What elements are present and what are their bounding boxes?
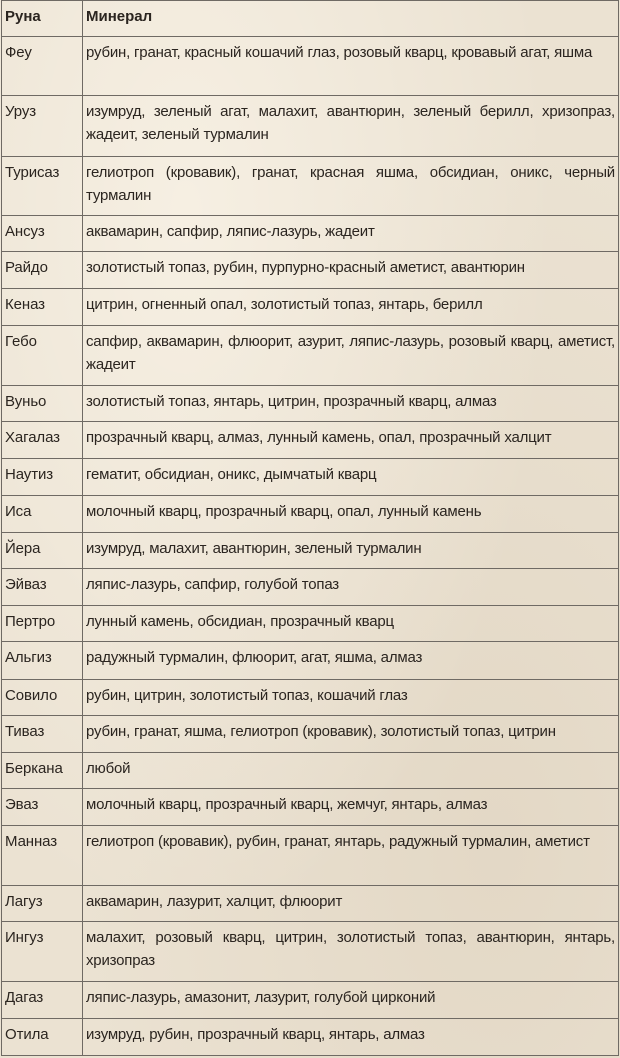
table-row (2, 1018, 619, 1055)
mineral-cell: ляпис-лазурь, сапфир, голубой топаз (83, 569, 619, 606)
rune-cell: Совило (2, 679, 83, 715)
rune-cell: Дагаз (2, 982, 83, 1018)
mineral-cell: малахит, розовый кварц, цитрин, золотистый топаз, авантюрин, янтарь, хризопраз (83, 922, 619, 982)
table-row (2, 252, 619, 289)
table-row (2, 825, 619, 885)
rune-cell: Хагалаз (2, 422, 83, 459)
table-row (2, 459, 619, 495)
mineral-cell: сапфир, аквамарин, флюорит, азурит, ляпис-лазурь, розовый кварц, аметист, жадеит (83, 325, 619, 385)
rune-cell: Йера (2, 532, 83, 568)
table-row (2, 606, 619, 642)
mineral-cell: изумруд, зеленый агат, малахит, авантюрин, зеленый берилл, хризопраз, жадеит, зеленый турмалин (83, 96, 619, 156)
table-row (2, 532, 619, 568)
rune-cell: Тиваз (2, 715, 83, 752)
table-row (2, 156, 619, 215)
mineral-cell: ляпис-лазурь, амазонит, лазурит, голубой цирконий (83, 982, 619, 1018)
table-row (2, 569, 619, 606)
table-row (2, 386, 619, 422)
mineral-cell: любой (83, 753, 619, 789)
table-row (2, 325, 619, 385)
table-row (2, 885, 619, 921)
column-header-rune: Руна (2, 1, 83, 37)
table-row (2, 495, 619, 532)
table-row (2, 37, 619, 96)
rune-cell: Иса (2, 495, 83, 532)
table-row (2, 216, 619, 252)
rune-cell: Отила (2, 1018, 83, 1055)
rune-cell: Вуньо (2, 386, 83, 422)
mineral-cell: радужный турмалин, флюорит, агат, яшма, алмаз (83, 642, 619, 679)
rune-cell: Наутиз (2, 459, 83, 495)
mineral-cell: прозрачный кварц, алмаз, лунный камень, опал, прозрачный халцит (83, 422, 619, 459)
rune-cell: Ансуз (2, 216, 83, 252)
mineral-cell: рубин, гранат, яшма, гелиотроп (кровавик), золотистый топаз, цитрин (83, 715, 619, 752)
mineral-cell: рубин, цитрин, золотистый топаз, кошачий глаз (83, 679, 619, 715)
rune-cell: Гебо (2, 325, 83, 385)
table-row (2, 679, 619, 715)
rune-cell: Альгиз (2, 642, 83, 679)
table-row (2, 753, 619, 789)
mineral-cell: цитрин, огненный опал, золотистый топаз, янтарь, берилл (83, 289, 619, 325)
mineral-cell: изумруд, малахит, авантюрин, зеленый турмалин (83, 532, 619, 568)
header-row (2, 1, 619, 37)
table-row (2, 96, 619, 156)
rune-cell: Эваз (2, 789, 83, 825)
mineral-cell: аквамарин, лазурит, халцит, флюорит (83, 885, 619, 921)
rune-cell: Кеназ (2, 289, 83, 325)
mineral-cell: гелиотроп (кровавик), рубин, гранат, янтарь, радужный турмалин, аметист (83, 825, 619, 885)
rune-cell: Уруз (2, 96, 83, 156)
mineral-cell: гематит, обсидиан, оникс, дымчатый кварц (83, 459, 619, 495)
mineral-cell: аквамарин, сапфир, ляпис-лазурь, жадеит (83, 216, 619, 252)
mineral-cell: золотистый топаз, янтарь, цитрин, прозрачный кварц, алмаз (83, 386, 619, 422)
table-row (2, 715, 619, 752)
mineral-cell: изумруд, рубин, прозрачный кварц, янтарь, алмаз (83, 1018, 619, 1055)
rune-cell: Райдо (2, 252, 83, 289)
rune-cell: Эйваз (2, 569, 83, 606)
mineral-cell: лунный камень, обсидиан, прозрачный кварц (83, 606, 619, 642)
rune-cell: Манназ (2, 825, 83, 885)
rune-mineral-table (1, 0, 619, 1056)
rune-cell: Пертро (2, 606, 83, 642)
rune-cell: Турисаз (2, 156, 83, 215)
mineral-cell: рубин, гранат, красный кошачий глаз, розовый кварц, кровавый агат, яшма (83, 37, 619, 96)
mineral-cell: молочный кварц, прозрачный кварц, жемчуг, янтарь, алмаз (83, 789, 619, 825)
mineral-cell: молочный кварц, прозрачный кварц, опал, лунный камень (83, 495, 619, 532)
rune-cell: Лагуз (2, 885, 83, 921)
mineral-cell: гелиотроп (кровавик), гранат, красная яшма, обсидиан, оникс, черный турмалин (83, 156, 619, 215)
table-row (2, 789, 619, 825)
table-row (2, 422, 619, 459)
table-row (2, 289, 619, 325)
column-header-mineral: Минерал (83, 1, 619, 37)
rune-cell: Ингуз (2, 922, 83, 982)
table-row (2, 982, 619, 1018)
mineral-cell: золотистый топаз, рубин, пурпурно-красный аметист, авантюрин (83, 252, 619, 289)
rune-cell: Беркана (2, 753, 83, 789)
rune-cell: Феу (2, 37, 83, 96)
table-row (2, 642, 619, 679)
table-row (2, 922, 619, 982)
